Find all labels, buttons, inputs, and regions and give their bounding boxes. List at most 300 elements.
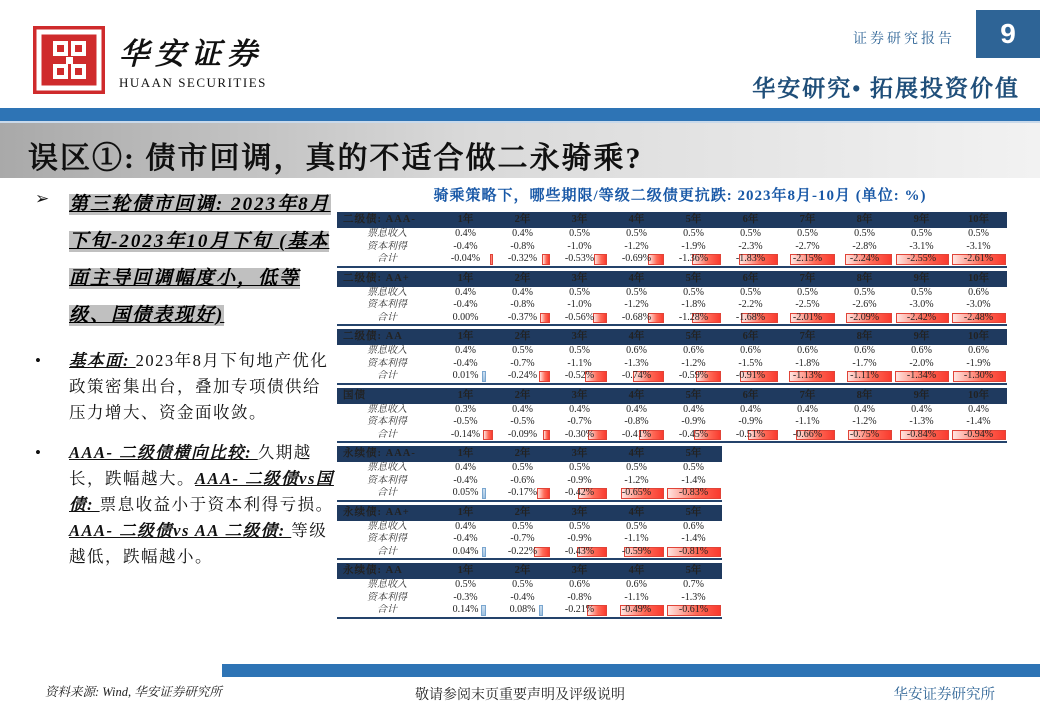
table-cell xyxy=(608,604,665,617)
page-title: 误区①: 债市回调，真的不适合做二永骑乘? xyxy=(28,142,643,175)
table-cell: 0.5% xyxy=(569,286,590,298)
table-cell: 0.5% xyxy=(626,286,647,298)
table-cell xyxy=(722,370,779,383)
table-cell: -1.1% xyxy=(567,357,592,369)
table-cell: 0.5% xyxy=(911,228,932,239)
table-cell: -1.8% xyxy=(681,299,706,310)
table-cell xyxy=(437,312,494,325)
table-cell xyxy=(950,312,1007,325)
year-header: 7年 xyxy=(799,214,816,225)
table-header-row xyxy=(337,505,722,521)
row-label: 合计 xyxy=(377,253,397,264)
table-cell: -1.3% xyxy=(624,357,649,369)
year-header: 1年 xyxy=(457,389,474,401)
table-cell: -1.5% xyxy=(738,357,763,369)
total-value: -0.37% xyxy=(507,311,538,323)
year-header: 7年 xyxy=(799,389,816,401)
logo-text xyxy=(119,29,267,91)
table-cell xyxy=(836,370,893,383)
table-cell xyxy=(608,312,665,325)
year-header: 3年 xyxy=(571,272,588,284)
row-label: 票息收入 xyxy=(367,228,407,239)
table-cell: -1.2% xyxy=(624,240,649,252)
table-cell: 0.7% xyxy=(683,579,704,590)
total-value: -0.68% xyxy=(621,311,652,323)
table-cell: -2.3% xyxy=(738,240,763,252)
table-cell: -0.6% xyxy=(510,474,535,486)
total-value: -2.15% xyxy=(792,253,823,264)
year-header: 2年 xyxy=(514,214,531,225)
table-cell: 0.6% xyxy=(740,345,761,356)
total-value: -0.41% xyxy=(621,428,652,440)
year-header: 8年 xyxy=(856,214,873,225)
table-cell: 0.4% xyxy=(683,403,704,415)
year-header: 4年 xyxy=(628,389,645,401)
table-cell: -1.9% xyxy=(966,357,991,369)
table-section-6 xyxy=(337,505,722,561)
total-value: -0.42% xyxy=(564,487,595,498)
table-cell: 0.6% xyxy=(968,345,989,356)
table-cell xyxy=(608,253,665,266)
total-value: -0.61% xyxy=(678,604,709,615)
year-header: 5年 xyxy=(685,272,702,284)
table-cell: 0.4% xyxy=(512,403,533,415)
sidebar-bullet-text xyxy=(69,440,335,570)
table-cell: 0.6% xyxy=(854,345,875,356)
table-cell: -0.7% xyxy=(510,357,535,369)
total-value: 0.05% xyxy=(452,487,479,498)
table-cell xyxy=(437,604,494,617)
year-header: 4年 xyxy=(628,448,645,459)
total-value: -2.09% xyxy=(849,311,880,323)
data-bar-negative xyxy=(543,430,550,441)
table-row xyxy=(337,462,722,475)
total-value: -0.84% xyxy=(906,428,937,440)
sidebar-bullet-2 xyxy=(35,348,335,426)
table-cell xyxy=(437,253,494,266)
total-value: -0.04% xyxy=(450,253,481,264)
table-cell: 0.5% xyxy=(740,228,761,239)
table-cell xyxy=(551,253,608,266)
year-header: 5年 xyxy=(685,214,702,225)
table-cell xyxy=(665,312,722,325)
table-cell: -1.1% xyxy=(624,533,649,544)
data-bar-negative xyxy=(594,254,607,265)
sidebar-notes xyxy=(35,186,335,584)
table-cell: 0.5% xyxy=(512,520,533,532)
table-cell xyxy=(437,546,494,559)
source-note: 资料来源: Wind, 华安证券研究所 xyxy=(45,685,222,699)
table-cell: -0.4% xyxy=(453,357,478,369)
total-value: -0.83% xyxy=(678,487,709,498)
table-row xyxy=(337,345,1007,358)
total-value: 0.00% xyxy=(452,311,479,323)
table-row xyxy=(337,358,1007,371)
total-value: -1.36% xyxy=(678,253,709,264)
table-cell: 0.5% xyxy=(512,345,533,356)
huaan-logo xyxy=(33,26,267,94)
table-cell: -0.4% xyxy=(453,474,478,486)
table-cell: 0.6% xyxy=(968,286,989,298)
section-name: 永续债: AA xyxy=(343,565,403,576)
text-segment: AAA- 二级债vs AA 二级债: xyxy=(69,521,292,540)
header xyxy=(0,0,1040,108)
data-bar-positive xyxy=(481,605,486,616)
table-cell: 0.4% xyxy=(797,403,818,415)
table-cell xyxy=(551,487,608,500)
table-cell xyxy=(893,253,950,266)
table-cell: -1.2% xyxy=(681,357,706,369)
table-cell xyxy=(665,429,722,442)
table-cell: 0.6% xyxy=(911,345,932,356)
total-value: 0.14% xyxy=(452,604,479,615)
total-value: -0.59% xyxy=(621,545,652,557)
page-number-badge: 9 xyxy=(976,10,1040,58)
table-cell: 0.5% xyxy=(911,286,932,298)
table-cell: -1.2% xyxy=(852,416,877,427)
table-cell xyxy=(551,312,608,325)
year-header: 8年 xyxy=(856,389,873,401)
table-cell xyxy=(494,429,551,442)
year-header: 2年 xyxy=(514,272,531,284)
year-header: 9年 xyxy=(913,389,930,401)
table-cell xyxy=(779,429,836,442)
table-cell xyxy=(551,429,608,442)
data-bar-positive xyxy=(482,488,486,499)
table-row xyxy=(337,253,1007,266)
table-cell: -0.7% xyxy=(510,533,535,544)
table-cell: 0.5% xyxy=(683,228,704,239)
data-bar-negative xyxy=(542,254,550,265)
total-value: -0.30% xyxy=(564,428,595,440)
table-cell: 0.4% xyxy=(911,403,932,415)
arrow-bullet-icon: ➢ xyxy=(35,189,50,208)
total-value: 0.08% xyxy=(509,604,536,615)
row-label: 资本利得 xyxy=(367,299,407,310)
section-name: 国债 xyxy=(343,389,366,401)
table-cell: 0.5% xyxy=(569,345,590,356)
table-cell: -0.7% xyxy=(567,416,592,427)
text-segment: 久期越长，跌幅越大。 xyxy=(69,443,312,488)
year-header: 3年 xyxy=(571,448,588,459)
table-cell xyxy=(665,487,722,500)
year-header: 9年 xyxy=(913,331,930,342)
year-header: 5年 xyxy=(685,506,702,518)
table-cell xyxy=(893,370,950,383)
header-divider-bar xyxy=(0,108,1040,123)
table-row xyxy=(337,429,1007,442)
year-header: 9年 xyxy=(913,214,930,225)
disclaimer-note: 敬请参阅末页重要声明及评级说明 xyxy=(415,688,625,703)
table-row xyxy=(337,416,1007,429)
table-cell: 0.6% xyxy=(683,520,704,532)
table-header-row xyxy=(337,446,722,462)
table-cell xyxy=(893,429,950,442)
table-cell: -0.9% xyxy=(567,533,592,544)
total-value: 0.01% xyxy=(452,370,479,381)
dot-bullet-icon: • xyxy=(35,443,41,462)
table-cell: 0.5% xyxy=(626,520,647,532)
table-cell: -1.2% xyxy=(624,474,649,486)
table-cell: -1.4% xyxy=(966,416,991,427)
year-header: 3年 xyxy=(571,565,588,576)
row-label: 票息收入 xyxy=(367,345,407,356)
total-value: -2.55% xyxy=(906,253,937,264)
table-row xyxy=(337,521,722,534)
row-label: 资本利得 xyxy=(367,357,407,369)
year-header: 4年 xyxy=(628,331,645,342)
year-header: 4年 xyxy=(628,506,645,518)
table-cell: 0.6% xyxy=(797,345,818,356)
section-name: 二级债: AA xyxy=(343,331,403,342)
table-cell xyxy=(950,253,1007,266)
table-header-row xyxy=(337,563,722,579)
year-header: 1年 xyxy=(457,506,474,518)
table-cell: 0.5% xyxy=(512,462,533,473)
table-cell: 0.5% xyxy=(569,462,590,473)
table-cell: -0.3% xyxy=(453,591,478,603)
text-segment: 等级越低，跌幅越小。 xyxy=(69,521,328,566)
table-cell xyxy=(722,429,779,442)
table-cell: -0.9% xyxy=(738,416,763,427)
year-header: 6年 xyxy=(742,214,759,225)
dot-bullet-icon: • xyxy=(35,351,41,370)
table-cell xyxy=(437,487,494,500)
year-header: 3年 xyxy=(571,506,588,518)
table-section-2 xyxy=(337,271,1007,327)
data-bar-negative xyxy=(537,488,550,499)
table-cell: -1.1% xyxy=(624,591,649,603)
table-cell: -3.1% xyxy=(909,240,934,252)
table-cell: 0.4% xyxy=(455,286,476,298)
table-cell xyxy=(665,253,722,266)
total-value: -2.42% xyxy=(906,311,937,323)
table-cell xyxy=(494,487,551,500)
total-value: -0.45% xyxy=(678,428,709,440)
total-value: -0.49% xyxy=(621,604,652,615)
total-value: -0.69% xyxy=(621,253,652,264)
year-header: 9年 xyxy=(913,272,930,284)
table-row xyxy=(337,579,722,592)
table-cell: -2.8% xyxy=(852,240,877,252)
total-value: -1.83% xyxy=(735,253,766,264)
table-cell xyxy=(665,604,722,617)
table-cell: 0.5% xyxy=(569,228,590,239)
year-header: 2年 xyxy=(514,565,531,576)
rating-term-tables xyxy=(337,212,1007,622)
table-cell: 0.6% xyxy=(569,579,590,590)
table-cell xyxy=(494,253,551,266)
table-cell: 0.4% xyxy=(455,228,476,239)
year-header: 2年 xyxy=(514,448,531,459)
total-value: -0.66% xyxy=(792,428,823,440)
year-header: 8年 xyxy=(856,331,873,342)
year-header: 5年 xyxy=(685,389,702,401)
table-cell: -0.8% xyxy=(567,591,592,603)
year-header: 10年 xyxy=(968,331,989,342)
table-section-4 xyxy=(337,388,1007,444)
table-cell xyxy=(551,546,608,559)
text-segment: AAA- 二级债vs国债: xyxy=(69,469,334,514)
year-header: 1年 xyxy=(457,214,474,225)
row-label: 票息收入 xyxy=(367,462,407,473)
total-value: -0.65% xyxy=(621,487,652,498)
text-segment: 2023年8月下旬地产优化政策密集出台，叠加专项债供给压力增大、资金面收敛。 xyxy=(69,351,329,422)
table-row xyxy=(337,487,722,500)
total-value: -0.74% xyxy=(621,370,652,381)
total-value: -1.34% xyxy=(906,370,937,381)
table-cell: 0.4% xyxy=(740,403,761,415)
row-label: 资本利得 xyxy=(367,416,407,427)
row-label: 合计 xyxy=(377,311,397,323)
footer-bar xyxy=(222,664,1040,677)
total-value: -0.17% xyxy=(507,487,538,498)
huaan-logo-icon xyxy=(33,26,105,94)
row-label: 票息收入 xyxy=(367,579,407,590)
total-value: -0.32% xyxy=(507,253,538,264)
table-cell: 0.3% xyxy=(455,403,476,415)
title-band xyxy=(0,123,1040,178)
row-label: 合计 xyxy=(377,545,397,557)
year-header: 1年 xyxy=(457,448,474,459)
total-value: 0.04% xyxy=(452,545,479,557)
report-type-label: 证券研究报告 xyxy=(853,32,955,47)
total-value: -1.28% xyxy=(678,311,709,323)
year-header: 10年 xyxy=(968,389,989,401)
table-cell: -3.0% xyxy=(909,299,934,310)
table-section-1 xyxy=(337,212,1007,268)
table-cell: 0.5% xyxy=(968,228,989,239)
table-row xyxy=(337,299,1007,312)
total-value: -1.11% xyxy=(850,370,879,381)
table-row xyxy=(337,533,722,546)
table-header-row xyxy=(337,212,1007,228)
data-bar-negative xyxy=(593,313,607,324)
table-cell: -2.7% xyxy=(795,240,820,252)
row-label: 票息收入 xyxy=(367,403,407,415)
table-row xyxy=(337,241,1007,254)
year-header: 2年 xyxy=(514,331,531,342)
table-cell: -2.2% xyxy=(738,299,763,310)
table-cell: 0.5% xyxy=(854,228,875,239)
table-cell: 0.5% xyxy=(569,520,590,532)
total-value: -0.09% xyxy=(507,428,538,440)
table-cell: -0.8% xyxy=(510,299,535,310)
table-cell: 0.5% xyxy=(797,228,818,239)
table-cell: -1.3% xyxy=(681,591,706,603)
table-section-3 xyxy=(337,329,1007,385)
table-cell: 0.5% xyxy=(740,286,761,298)
table-cell: -1.7% xyxy=(852,357,877,369)
total-value: -0.75% xyxy=(849,428,880,440)
year-header: 5年 xyxy=(685,448,702,459)
table-cell: -1.0% xyxy=(567,240,592,252)
table-cell: 0.5% xyxy=(455,579,476,590)
row-label: 资本利得 xyxy=(367,533,407,544)
table-cell xyxy=(779,370,836,383)
table-cell xyxy=(779,312,836,325)
table-cell xyxy=(665,546,722,559)
total-value: -2.48% xyxy=(963,311,994,323)
table-row xyxy=(337,475,722,488)
logo-name-en: HUAAN SECURITIES xyxy=(119,75,267,90)
table-cell: 0.5% xyxy=(512,579,533,590)
table-cell xyxy=(608,546,665,559)
table-cell: 0.4% xyxy=(968,403,989,415)
brand-slogan: 华安研究• 拓展投资价值 xyxy=(752,76,1020,101)
year-header: 4年 xyxy=(628,214,645,225)
section-name: 二级债: AA+ xyxy=(343,272,410,284)
year-header: 1年 xyxy=(457,565,474,576)
table-cell: 0.4% xyxy=(512,286,533,298)
table-cell: -0.9% xyxy=(681,416,706,427)
table-section-7 xyxy=(337,563,722,619)
table-cell: 0.4% xyxy=(512,228,533,239)
total-value: -0.43% xyxy=(564,545,595,557)
table-cell xyxy=(608,487,665,500)
table-row xyxy=(337,228,1007,241)
year-header: 2年 xyxy=(514,389,531,401)
table-row xyxy=(337,404,1007,417)
table-cell: -1.4% xyxy=(681,533,706,544)
table-cell: 0.4% xyxy=(569,403,590,415)
table-cell: -0.8% xyxy=(624,416,649,427)
data-bar-positive xyxy=(482,547,486,558)
table-cell: 0.4% xyxy=(455,520,476,532)
table-cell: -0.4% xyxy=(453,533,478,544)
data-bar-negative xyxy=(540,313,550,324)
table-header-row xyxy=(337,329,1007,345)
table-cell: -2.0% xyxy=(909,357,934,369)
data-bar-negative xyxy=(539,371,550,382)
total-value: -2.61% xyxy=(963,253,994,264)
table-cell: -1.8% xyxy=(795,357,820,369)
data-bar-positive xyxy=(482,371,486,382)
text-segment: AAA- 二级债横向比较: xyxy=(69,443,258,462)
year-header: 8年 xyxy=(856,272,873,284)
table-cell: 0.4% xyxy=(455,462,476,473)
year-header: 6年 xyxy=(742,389,759,401)
year-header: 10年 xyxy=(968,272,989,284)
table-cell: 0.5% xyxy=(854,286,875,298)
total-value: -2.01% xyxy=(792,311,823,323)
section-name: 永续债: AA+ xyxy=(343,506,410,518)
table-row xyxy=(337,370,1007,383)
table-cell: 0.5% xyxy=(626,228,647,239)
row-label: 票息收入 xyxy=(367,286,407,298)
table-header-row xyxy=(337,388,1007,404)
table-cell xyxy=(836,253,893,266)
year-header: 7年 xyxy=(799,272,816,284)
table-row xyxy=(337,546,722,559)
row-label: 合计 xyxy=(377,487,397,498)
table-cell xyxy=(836,429,893,442)
table-cell xyxy=(551,370,608,383)
total-value: -1.13% xyxy=(792,370,823,381)
year-header: 4年 xyxy=(628,272,645,284)
table-cell: -0.5% xyxy=(510,416,535,427)
total-value: -0.14% xyxy=(450,428,481,440)
table-cell: -2.5% xyxy=(795,299,820,310)
year-header: 3年 xyxy=(571,214,588,225)
table-cell xyxy=(722,253,779,266)
table-cell xyxy=(494,604,551,617)
logo-name-cn: 华安证券 xyxy=(119,38,263,71)
year-header: 6年 xyxy=(742,272,759,284)
table-cell: -1.0% xyxy=(567,299,592,310)
table-cell xyxy=(494,546,551,559)
year-header: 3年 xyxy=(571,389,588,401)
